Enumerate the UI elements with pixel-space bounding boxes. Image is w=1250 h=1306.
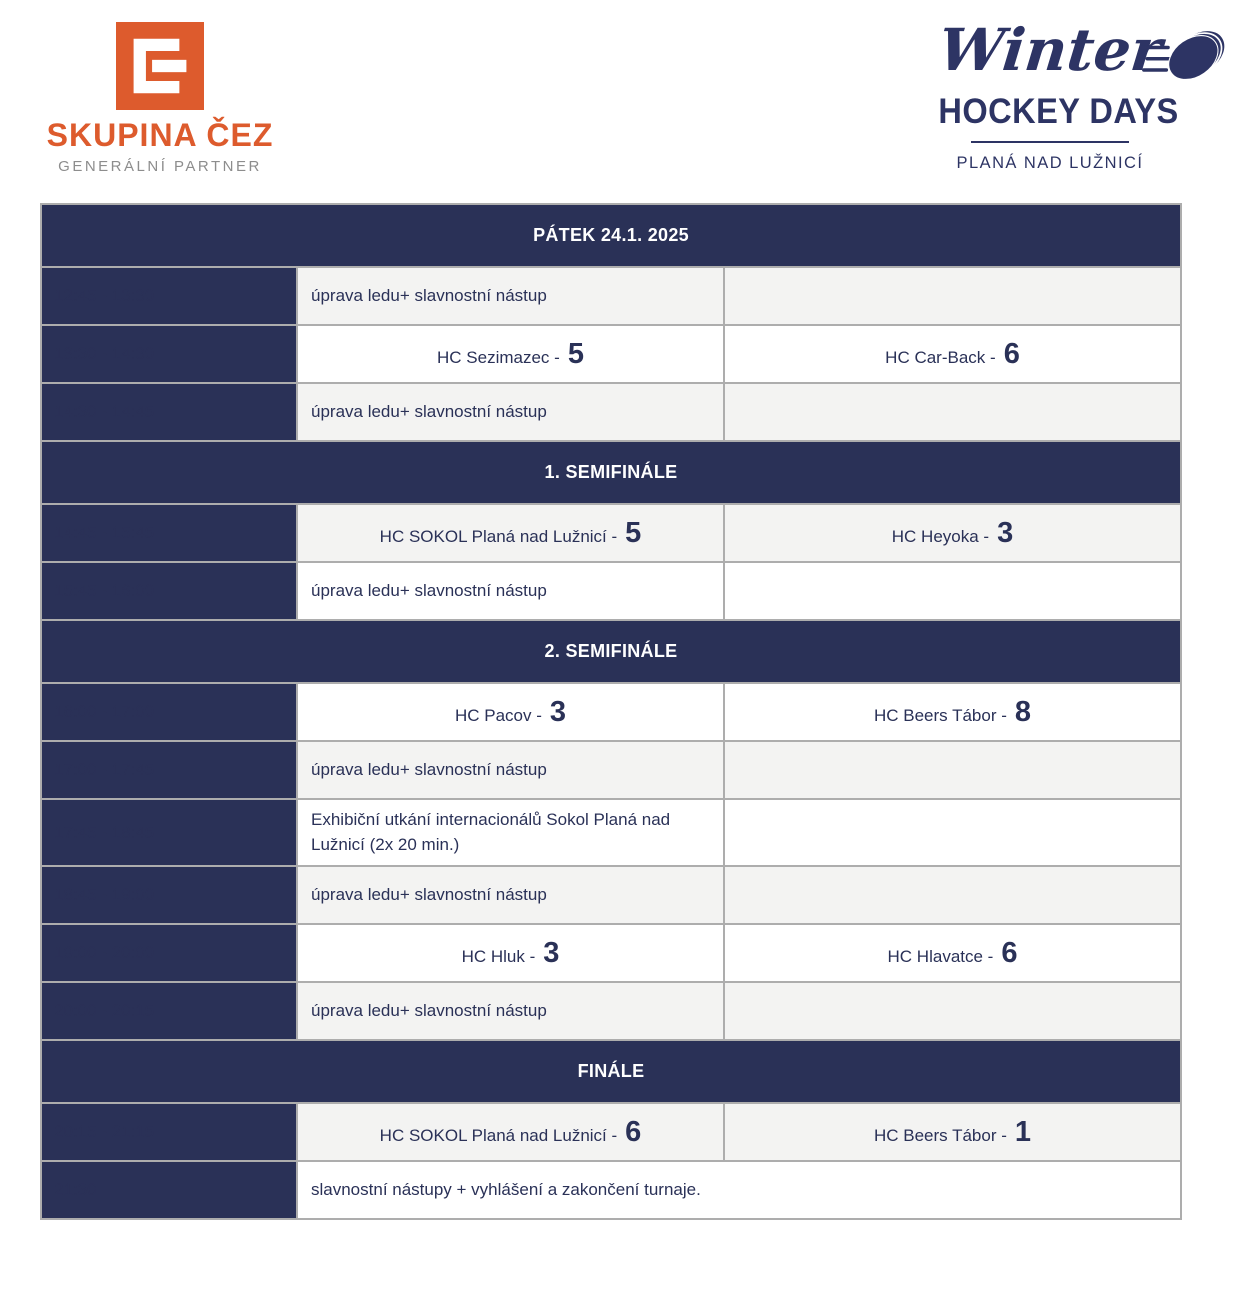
schedule-row [41,1103,1181,1161]
time-cell: 18:45 - 19:00 [41,866,297,924]
event-title: HOCKEY DAYS [938,92,1179,131]
away-score: 8 [1014,695,1032,728]
time-cell: 14:45 - 15:45 [41,504,297,562]
empty-cell [724,267,1181,325]
home-team: HC Pacov - [454,705,542,725]
schedule-table [40,203,1182,1220]
section-title: 2. SEMIFINÁLE [41,620,1181,683]
activity-cell: úprava ledu+ slavnostní nástup [297,741,724,799]
away-score: 6 [1003,337,1020,370]
match-away-cell [724,325,1181,383]
activity-cell: slavnostní nástupy + vyhlášení a zakončení turnaje. [297,1161,1181,1219]
schedule-row [41,799,1181,866]
event-logo-script-row [930,10,1170,92]
match-home-cell [297,325,724,383]
time-cell: 20:00 - 20:15 [41,982,297,1040]
home-score: 6 [625,1115,642,1148]
activity-cell: úprava ledu+ slavnostní nástup [297,982,724,1040]
hockey-puck-icon [1138,18,1238,96]
time-cell: 15:45 - 16:00 [41,562,297,620]
time-cell: 14:30 - 14:45 [41,383,297,441]
home-team: HC Hluk - [461,946,536,966]
away-team: HC Beers Tábor - [873,705,1007,725]
home-score: 5 [567,337,584,370]
home-team: HC Sezimazec - [437,347,560,367]
match-home-cell [297,924,724,982]
schedule-row [41,924,1181,982]
schedule-row [41,267,1181,325]
time-cell: 17:00 - 17:45 [41,741,297,799]
away-score: 1 [1014,1115,1032,1148]
empty-cell [724,741,1181,799]
event-location: PLANÁ NAD LUŽNICÍ [956,153,1144,172]
activity-cell: úprava ledu+ slavnostní nástup [297,383,724,441]
activity-cell: Exhibiční utkání internacionálů Sokol Planá nad Lužnicí (2x 20 min.) [297,799,724,866]
activity-cell: úprava ledu+ slavnostní nástup [297,267,724,325]
home-score: 5 [625,516,642,549]
cez-mark-icon [116,22,204,110]
away-team: HC Heyoka - [891,526,990,546]
schedule-row [41,982,1181,1040]
away-score: 6 [1001,936,1018,969]
section-header-row [41,620,1181,683]
away-team: HC Hlavatce - [887,946,994,966]
away-team: HC Beers Tábor - [873,1125,1007,1145]
home-score: 3 [549,695,567,728]
match-home-cell [297,683,724,741]
match-away-cell [724,504,1181,562]
time-cell: 12:45 - 13:30 [41,267,297,325]
schedule-row [41,1161,1181,1219]
schedule-row [41,504,1181,562]
schedule-row [41,866,1181,924]
schedule-row [41,383,1181,441]
time-cell: 19:00 - 20:00 [41,924,297,982]
empty-cell [724,866,1181,924]
empty-cell [724,982,1181,1040]
match-away-cell [724,683,1181,741]
section-header-row [41,1040,1181,1103]
activity-cell: úprava ledu+ slavnostní nástup [297,866,724,924]
schedule-row [41,741,1181,799]
event-logo-divider [971,141,1129,143]
section-header-row [41,204,1181,267]
time-cell: 17:45 - 18:45 [41,799,297,866]
section-header-row [41,441,1181,504]
match-home-cell [297,504,724,562]
away-team: HC Car-Back - [885,347,996,367]
event-script-word: Winter [935,16,1165,84]
time-cell: 13:30 - 14:30 [41,325,297,383]
empty-cell [724,799,1181,866]
schedule-row [41,683,1181,741]
section-title: FINÁLE [41,1040,1181,1103]
schedule-row [41,325,1181,383]
empty-cell [724,562,1181,620]
section-title: 1. SEMIFINÁLE [41,441,1181,504]
sponsor-name: SKUPINA ČEZ [46,117,274,153]
time-cell: 20:15 - 21:15 [41,1103,297,1161]
activity-cell: úprava ledu+ slavnostní nástup [297,562,724,620]
empty-cell [724,383,1181,441]
home-score: 3 [543,936,560,969]
time-cell: 16:00 - 17:00 [41,683,297,741]
time-cell: 21:30 [41,1161,297,1219]
section-title: PÁTEK 24.1. 2025 [41,204,1181,267]
sponsor-subtitle: GENERÁLNÍ PARTNER [58,158,262,175]
match-away-cell [724,924,1181,982]
home-team: HC SOKOL Planá nad Lužnicí - [379,1125,618,1145]
away-score: 3 [997,516,1014,549]
match-home-cell [297,1103,724,1161]
match-away-cell [724,1103,1181,1161]
winter-hockey-days-logo [930,10,1179,173]
cez-sponsor-logo [40,14,280,175]
schedule-row [41,562,1181,620]
home-team: HC SOKOL Planá nad Lužnicí - [379,526,618,546]
